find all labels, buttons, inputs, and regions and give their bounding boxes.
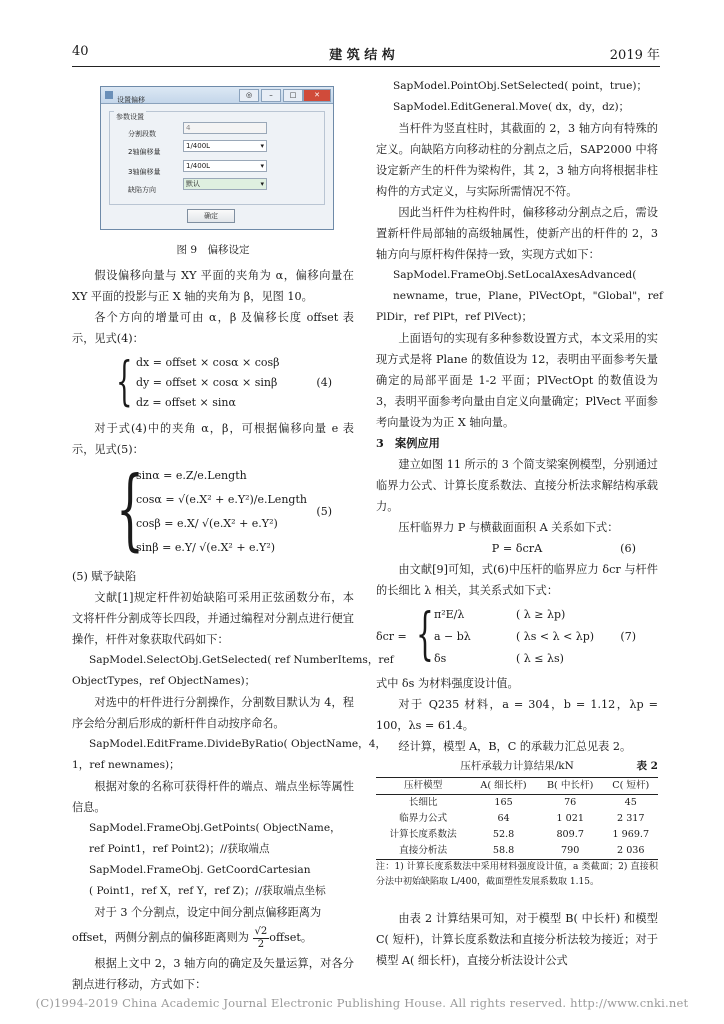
journal-name: 建 筑 结 构 (329, 48, 395, 63)
code-line: SapModel.FrameObj.GetPoints( ObjectName， (88, 822, 341, 834)
paragraph: 对于 Q235 材料，a = 304，b = 1.12，λp = 100，λs = 61.4。 (376, 698, 658, 732)
axis3-offset-select: 1/400L ▾ (183, 160, 267, 172)
equation-line: δs (434, 652, 447, 665)
equation-condition: ( λs < λ < λp) (516, 630, 595, 643)
paragraph: 上面语句的实现有多种参数设置方式，本文采用的实现方式是将 Plane 的数值设为 12，表明由平面参考矢量确定的局部平面是 1-2 平面；PlVectOpt 的数值设为 3，表明平面参考向量由自定义向量确定；PlVect 平面参考向量设为为正 X 轴向量。 (376, 332, 658, 429)
table-cell: 临界力公式 (399, 813, 448, 824)
paragraph: 根据上文中 2，3 轴方向的确定及矢量运算，对各分割点进行移动，方式如下： (72, 957, 354, 991)
copyright-footer: (C)1994-2019 China Academic Journal Electronic Publishing House. All rights reserved. http://www.cnki.net (35, 996, 689, 1010)
figure-caption: 图 9 偏移设定 (176, 244, 250, 256)
section-number: 3 (376, 436, 384, 450)
equation-line: sinα = e.Z/e.Length (136, 469, 247, 482)
results-table (376, 777, 658, 860)
fraction-numerator: √2 (254, 925, 268, 937)
table-cell: 64 (497, 813, 510, 824)
equation-line: P = δcrA (491, 542, 543, 555)
table-cell: 52.8 (492, 829, 515, 840)
table-cell: 1 969.7 (612, 829, 650, 840)
paragraph: 经计算，模型 A，B，C 的承载力汇总见表 2。 (398, 740, 632, 753)
equation-7 (376, 604, 658, 670)
table-cell: 45 (624, 797, 637, 808)
table-cell: 直接分析法 (376, 843, 470, 860)
offset-text-end: offset。 (269, 931, 313, 944)
code-line: newname，true，Plane，PlVectOpt，"Global"，ref (392, 290, 663, 302)
equation-line: dy = offset × cosα × sinβ (136, 376, 278, 389)
paragraph: 假设偏移向量与 XY 平面的夹角为 α，偏移向量在 XY 平面的投影与正 X 轴的夹角为 β，见图 10。 (72, 269, 354, 303)
table-cell: 76 (564, 797, 577, 808)
code-line: ref Point1，ref Point2)；//获取端点 (88, 843, 270, 855)
field-row (128, 180, 200, 201)
paragraph (72, 923, 354, 953)
group-label: 参数设置 (114, 107, 146, 128)
equation-lhs: δcr = (376, 630, 407, 643)
equation-6 (376, 538, 658, 559)
code-line: SapModel.EditFrame.DivideByRatio( ObjectName，4， (88, 738, 387, 750)
equation-brace: { (116, 457, 144, 560)
equation-5 (72, 457, 354, 563)
page-number: 40 (72, 44, 89, 59)
field-label: 缺陷方向 (128, 186, 156, 194)
table-header: A( 细长杆) (470, 778, 537, 795)
table-header: 压杆模型 (376, 778, 470, 795)
table-caption: 压杆承载力计算结果/kN (460, 760, 574, 772)
code-line: SapModel.SelectObj.GetSelected( ref NumberItems，ref (88, 654, 394, 666)
equation-line: cosβ = e.X/ √(e.X² + e.Y²) (136, 517, 278, 530)
table-cell: 58.8 (470, 843, 537, 860)
window-app-icon (105, 91, 113, 99)
equation-4 (72, 352, 354, 415)
close-icon: ✕ (303, 89, 331, 102)
paragraph: 对于 3 个分割点，设定中间分割点偏移距离为 (94, 906, 322, 919)
window-menu-icon: ◎ (239, 89, 259, 102)
field-label: 2轴偏移量 (128, 148, 161, 156)
table-header: C( 短杆) (604, 778, 658, 795)
table-row (376, 795, 658, 812)
subsection-heading: (5) 赋予缺陷 (72, 570, 137, 583)
paragraph: 因此当杆件为柱构件时，偏移移动分割点之后，需设置新杆件局部轴的高级轴属性，使新产出的杆件的 2，3 轴方向与原杆构件保持一致，实现方式如下： (376, 206, 658, 261)
paragraph: 文献[1]规定杆件初始缺陷可采用正弦函数分布，本文将杆件分割成等长四段，并通过编程对分割点进行便宜操作，杆件对象获取代码如下： (72, 591, 354, 646)
field-label: 分割段数 (128, 130, 156, 138)
paragraph: 建立如图 11 所示的 3 个简支梁案例模型，分别通过临界力公式、计算长度系数法、直接分析法求解结构承载力。 (376, 458, 658, 513)
code-line: SapModel.FrameObj.SetLocalAxesAdvanced( (392, 269, 637, 281)
paragraph: 根据对象的名称可获得杆件的端点、端点坐标等属性信息。 (72, 780, 354, 814)
paragraph: 由文献[9]可知，式(6)中压杆的临界应力 δcr 与杆件的长细比 λ 相关，其关系式如下式： (376, 563, 658, 597)
table-row (376, 843, 658, 860)
equation-condition: ( λ ≤ λs) (516, 652, 564, 665)
field-row (128, 142, 211, 163)
table-cell: 2 317 (617, 813, 645, 824)
code-line: SapModel.EditGeneral.Move( dx，dy，dz)； (392, 101, 630, 113)
equation-brace: { (416, 602, 434, 667)
fraction-denominator: 2 (257, 938, 265, 950)
minimize-icon: – (261, 89, 281, 102)
ok-button: 确定 (187, 209, 235, 223)
right-column (376, 76, 663, 971)
table-number: 表 2 (636, 760, 658, 772)
table-row (376, 811, 658, 827)
table-cell: 165 (494, 797, 513, 808)
table-row (376, 827, 658, 843)
parameter-group (109, 111, 325, 205)
table-caption-row (376, 757, 658, 775)
equation-number: (7) (620, 630, 636, 643)
paragraph: 各个方向的增量可由 α，β 及偏移长度 offset 表示，见式(4)： (72, 311, 354, 345)
field-label: 3轴偏移量 (128, 168, 161, 176)
segment-count-input: 4 (183, 122, 267, 134)
table-cell: 2 036 (604, 843, 658, 860)
dialog-titlebar (101, 87, 333, 104)
paragraph: 对选中的杆件进行分割操作，分割数目默认为 4，程序会给分割后形成的新杆件自动按序命名。 (72, 696, 354, 730)
paragraph: 当杆件为竖直柱时，其截面的 2，3 轴方向有特殊的定义。向缺陷方向移动柱的分割点之后，SAP2000 中将设定新产生的杆件为梁构件，其 2，3 轴方向将根据非柱构件的方式定义，与实际所需情况不符。 (376, 122, 658, 198)
equation-line: dx = offset × cosα × cosβ (136, 356, 280, 369)
paragraph: 由表 2 计算结果可知，对于模型 B( 中长杆) 和模型 C( 短杆)，计算长度系数法和直接分析法较为接近；对于模型 A( 细长杆)，直接分析法设计公式 (376, 912, 658, 967)
equation-line: cosα = √(e.X² + e.Y²)/e.Length (136, 493, 307, 506)
code-line: SapModel.PointObj.SetSelected( point，true)； (392, 80, 648, 92)
code-line: SapModel.FrameObj. GetCoordCartesian (88, 864, 311, 876)
code-line: PlDir，ref PlPt，ref PlVect)； (376, 311, 533, 323)
paragraph: 压杆临界力 P 与横截面面积 A 关系如下式： (398, 521, 619, 534)
equation-number: (4) (316, 376, 332, 389)
equation-line: dz = offset × sinα (136, 396, 236, 409)
equation-number: (5) (316, 505, 332, 518)
dialog-title: 设置偏移 (117, 96, 145, 104)
table-note: 注：1) 计算长度系数法中采用材料强度设计值，a 类截面；2) 直接积分法中初始缺陷取 L/400，截面塑性发展系数取 1.15。 (376, 862, 658, 887)
offset-text: offset，两侧分割点的偏移距离则为 (72, 931, 249, 944)
table-cell: 790 (537, 843, 604, 860)
table-cell: 长细比 (408, 797, 438, 808)
equation-line: a − bλ (434, 630, 471, 643)
maximize-icon: □ (283, 89, 303, 102)
sqrt2-over-2-fraction (253, 926, 270, 951)
equation-line: sinβ = e.Y/ √(e.X² + e.Y²) (136, 541, 276, 554)
code-line: 1，ref newnames)； (72, 759, 180, 771)
table-cell: 809.7 (556, 829, 584, 840)
equation-number: (6) (620, 542, 636, 555)
table-header: B( 中长杆) (537, 778, 604, 795)
code-line: ( Point1，ref X，ref Y，ref Z)；//获取端点坐标 (88, 885, 326, 897)
defect-direction-select: 默认 ▾ (183, 178, 267, 190)
offset-dialog-screenshot (100, 86, 334, 230)
equation-brace: { (116, 352, 133, 412)
paragraph: 式中 δs 为材料强度设计值。 (376, 677, 519, 690)
section-title: 案例应用 (395, 436, 440, 450)
table-cell: 计算长度系数法 (389, 829, 457, 840)
journal-year: 2019 年 (609, 48, 660, 63)
paragraph: 对于式(4)中的夹角 α，β，可根据偏移向量 e 表示，见式(5)： (72, 422, 354, 456)
table-cell: 1 021 (556, 813, 584, 824)
equation-line: π²E/λ (434, 608, 465, 621)
equation-condition: ( λ ≥ λp) (516, 608, 566, 621)
code-line: ObjectTypes，ref ObjectNames)； (72, 675, 256, 687)
section-heading (376, 433, 658, 454)
header-rule (72, 66, 660, 67)
axis2-offset-select: 1/400L ▾ (183, 140, 267, 152)
